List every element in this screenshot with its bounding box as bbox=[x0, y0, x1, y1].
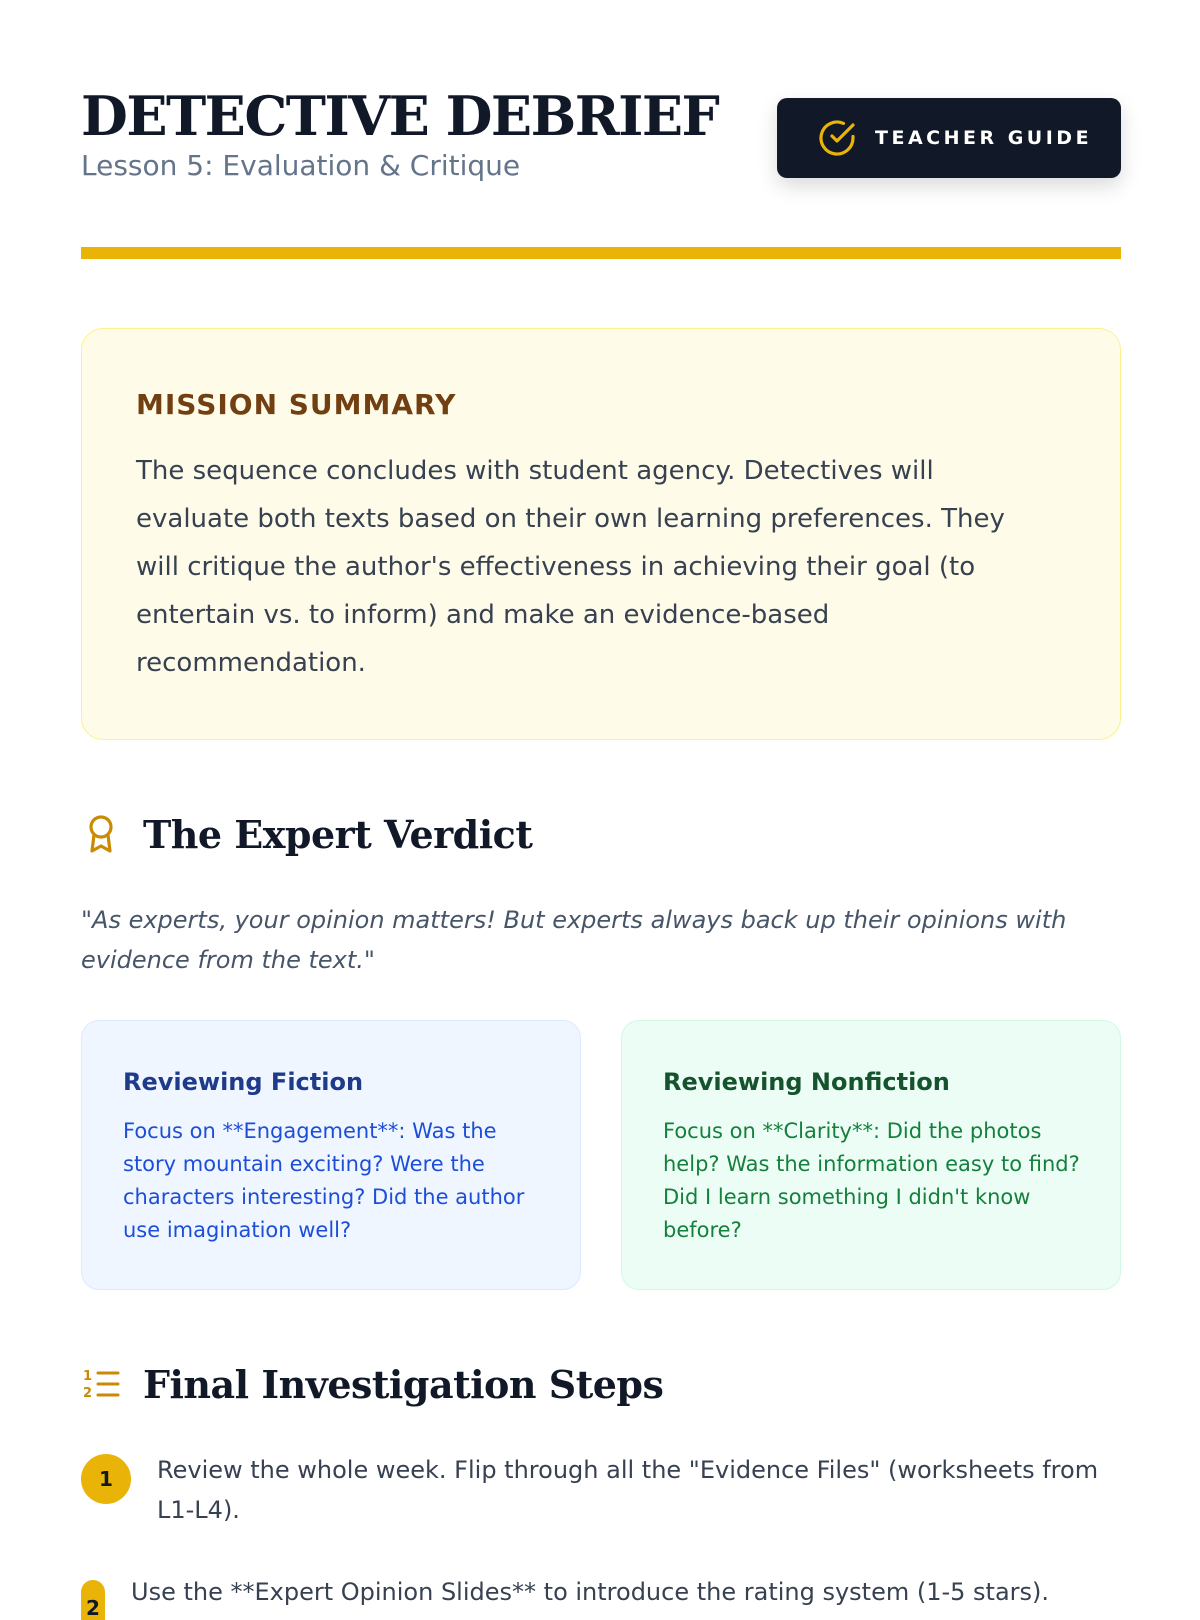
page-title: DETECTIVE DEBRIEF bbox=[81, 84, 719, 148]
mission-summary-heading: MISSION SUMMARY bbox=[136, 388, 457, 421]
final-steps-header bbox=[81, 1354, 663, 1414]
check-circle-icon bbox=[817, 118, 857, 158]
teacher-guide-button[interactable] bbox=[777, 98, 1121, 178]
final-steps-heading: Final Investigation Steps bbox=[143, 1361, 664, 1407]
award-ribbon-icon bbox=[81, 812, 121, 856]
reviewing-nonfiction-card bbox=[621, 1020, 1121, 1290]
step-text: Use the **Expert Opinion Slides** to introduce the rating system (1-5 stars). bbox=[131, 1578, 1050, 1606]
step-text: Review the whole week. Flip through all the "Evidence Files" (worksheets from L1-L4). bbox=[157, 1456, 1099, 1524]
expert-verdict-header bbox=[81, 804, 532, 864]
reviewing-fiction-card bbox=[81, 1020, 581, 1290]
numbered-list-icon bbox=[81, 1362, 121, 1406]
step-number-badge: 2 bbox=[81, 1580, 105, 1620]
step-item bbox=[81, 1572, 1121, 1620]
expert-verdict-heading: The Expert Verdict bbox=[143, 811, 533, 857]
reviewing-nonfiction-body: Focus on **Clarity**: Did the photos help? Was the information easy to find? Did I learn something I didn't know before? bbox=[663, 1119, 1080, 1242]
page-subtitle: Lesson 5: Evaluation & Critique bbox=[81, 149, 521, 182]
header-divider bbox=[81, 247, 1121, 259]
header bbox=[81, 84, 1121, 204]
step-number-badge: 1 bbox=[81, 1454, 131, 1504]
reviewing-nonfiction-title: Reviewing Nonfiction bbox=[663, 1068, 950, 1096]
step-item bbox=[81, 1450, 1121, 1530]
svg-text:2: 2 bbox=[83, 1386, 93, 1401]
expert-verdict-quote: "As experts, your opinion matters! But experts always back up their opinions with evidence from the text." bbox=[81, 906, 1067, 974]
teacher-guide-label: TEACHER GUIDE bbox=[875, 127, 1093, 149]
reviewing-fiction-body: Focus on **Engagement**: Was the story mountain exciting? Were the characters interesting? Did the author use imagination well? bbox=[123, 1119, 525, 1242]
svg-text:1: 1 bbox=[83, 1369, 93, 1384]
reviewing-fiction-title: Reviewing Fiction bbox=[123, 1068, 364, 1096]
mission-summary-body: The sequence concludes with student agency. Detectives will evaluate both texts based on their own learning preferences. They will critique the author's effectiveness in achieving their goal (to entertain vs. to inform) and make an evidence-based recommendation. bbox=[136, 456, 1005, 678]
mission-summary-card bbox=[81, 328, 1121, 740]
